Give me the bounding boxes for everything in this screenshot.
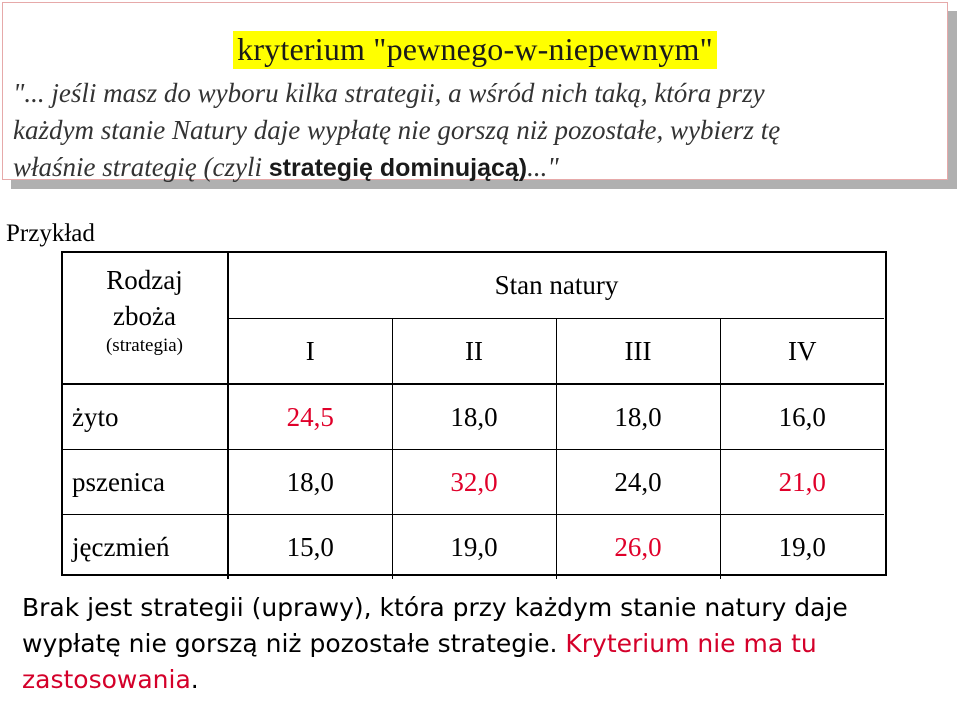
payoff-cell: 24,0 (556, 450, 720, 515)
column-header: III (556, 319, 720, 385)
state-of-nature-header: Stan natury (228, 252, 884, 319)
column-header: I (305, 335, 315, 366)
payoff-cell: 18,0 (556, 384, 720, 450)
dominant-strategy-term: strategię dominującą) (268, 154, 528, 182)
table-row (62, 450, 884, 515)
column-header: IV (720, 319, 884, 385)
quote-line-3-end: ..." (527, 152, 559, 182)
strategy-header-note: (strategia) (105, 335, 183, 356)
conclusion-text (22, 590, 952, 698)
quote-line-2: każdym stanie Natury daje wypłatę nie gorszą niż pozostałe, wybierz tę (13, 115, 781, 145)
payoff-cell: 21,0 (720, 450, 884, 515)
row-label: pszenica (62, 450, 228, 515)
payoff-cell: 19,0 (392, 515, 556, 580)
payoff-cell: 16,0 (720, 384, 884, 450)
column-header: II (392, 319, 556, 385)
payoff-cell: 26,0 (556, 515, 720, 580)
row-label: żyto (62, 384, 228, 450)
strategy-header-line-1: Rodzaj (106, 265, 183, 295)
row-label: jęczmień (62, 515, 228, 580)
quote-line-1: "... jeśli masz do wyboru kilka strategii, a wśród nich taką, która przy (13, 78, 765, 108)
payoff-table (62, 252, 884, 579)
payoff-cell: 18,0 (228, 450, 392, 515)
strategy-header-line-2: zboża (113, 301, 176, 331)
conclusion-highlight: Kryterium nie ma tu zastosowania (22, 629, 817, 694)
payoff-cell: 32,0 (392, 450, 556, 515)
payoff-cell: 18,0 (392, 384, 556, 450)
conclusion-end: . (190, 665, 199, 694)
table-row (62, 515, 884, 580)
payoff-cell: 19,0 (720, 515, 884, 580)
quote-line-3-start: właśnie strategię (czyli (13, 152, 269, 182)
quote-text (13, 75, 945, 187)
example-label: Przykład (6, 220, 95, 247)
table-row (62, 384, 884, 450)
payoff-cell: 15,0 (228, 515, 392, 580)
quote-title: kryterium "pewnego-w-niepewnym" (233, 31, 717, 69)
conclusion-main: Brak jest strategii (uprawy), która przy każdym stanie natury daje wypłatę nie gorszą niż pozostałe strategie. (22, 593, 848, 658)
quote-box (2, 2, 948, 180)
payoff-cell: 24,5 (228, 384, 392, 450)
strategy-header (62, 252, 228, 384)
